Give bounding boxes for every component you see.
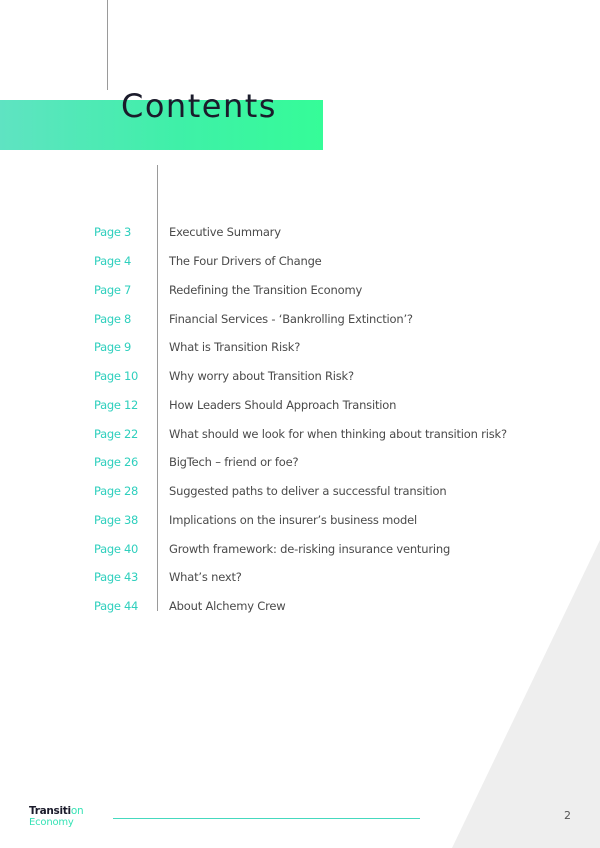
toc-page-number: Page 22	[94, 426, 139, 441]
toc-entry[interactable]	[94, 247, 574, 276]
toc-entry-title: How Leaders Should Approach Transition	[169, 397, 397, 412]
toc-page-number: Page 43	[94, 570, 139, 585]
top-vertical-rule	[107, 0, 108, 90]
toc-page-number: Page 38	[94, 512, 139, 527]
page-number: 2	[564, 809, 571, 822]
logo-word-dark: Transiti	[29, 805, 71, 817]
toc-entry[interactable]	[94, 563, 574, 592]
logo-line-2: Economy	[29, 817, 74, 828]
toc-entry[interactable]	[94, 592, 574, 621]
toc-entry[interactable]	[94, 333, 574, 362]
toc-page-number: Page 40	[94, 541, 139, 556]
toc-page-number: Page 10	[94, 369, 139, 384]
toc-page-number: Page 3	[94, 225, 132, 240]
toc-entry-title: Implications on the insurer’s business model	[169, 512, 417, 527]
toc-entry-title: Why worry about Transition Risk?	[169, 369, 354, 384]
toc-entry[interactable]	[94, 362, 574, 391]
toc-entry[interactable]	[94, 218, 574, 247]
toc-entry[interactable]	[94, 419, 574, 448]
toc-page-number: Page 9	[94, 340, 132, 355]
toc-page-number: Page 28	[94, 484, 139, 499]
toc-page-number: Page 7	[94, 282, 132, 297]
toc-entry[interactable]	[94, 391, 574, 420]
toc-entry-title: Redefining the Transition Economy	[169, 282, 363, 297]
toc-entry-title: Financial Services - ‘Bankrolling Extinction’?	[169, 311, 413, 326]
toc-entry-title: Executive Summary	[169, 225, 281, 240]
toc-entry[interactable]	[94, 304, 574, 333]
toc-entry-title: What should we look for when thinking about transition risk?	[169, 426, 507, 441]
footer-rule	[113, 818, 420, 819]
toc-entry-title: Suggested paths to deliver a successful transition	[169, 484, 447, 499]
toc-page-number: Page 8	[94, 311, 132, 326]
toc-entry-title: BigTech – friend or foe?	[169, 455, 299, 470]
toc-page-number: Page 12	[94, 397, 139, 412]
logo-word-accent: on	[70, 805, 84, 817]
toc-entry-title: The Four Drivers of Change	[169, 254, 322, 269]
toc-page-number: Page 44	[94, 599, 139, 614]
page-title: Contents	[121, 87, 277, 125]
toc-entry[interactable]	[94, 276, 574, 305]
table-of-contents	[94, 218, 574, 621]
toc-entry-title: What is Transition Risk?	[169, 340, 301, 355]
toc-entry-title: What’s next?	[169, 570, 242, 585]
toc-page-number: Page 26	[94, 455, 139, 470]
transition-economy-logo	[29, 806, 83, 828]
toc-entry[interactable]	[94, 534, 574, 563]
toc-entry[interactable]	[94, 477, 574, 506]
logo-line-1	[29, 806, 83, 817]
toc-entry-title: About Alchemy Crew	[169, 599, 286, 614]
toc-entry-title: Growth framework: de-risking insurance venturing	[169, 541, 451, 556]
toc-page-number: Page 4	[94, 254, 132, 269]
toc-entry[interactable]	[94, 448, 574, 477]
toc-entry[interactable]	[94, 506, 574, 535]
